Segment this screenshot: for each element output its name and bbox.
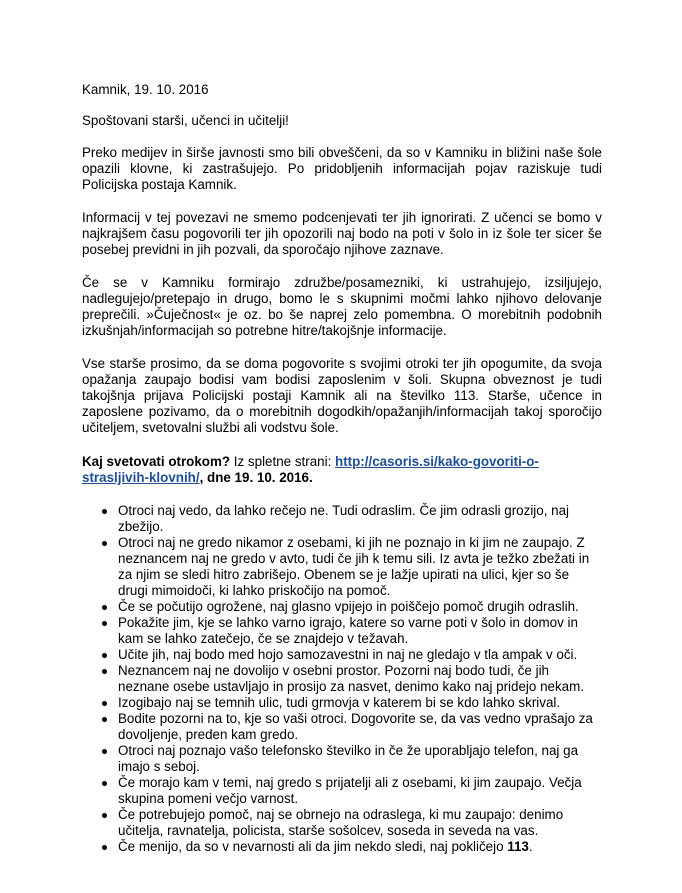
paragraph-community-vigilance: Če se v Kamniku formirajo združbe/posamezniki, ki ustrahujejo, izsiljujejo, nadlegujejo/pretepajo in drugo, bomo le s skupnimi močmi lahko njihovo delovanje preprečili. »Čuječnost« je oz. bo še naprej zelo pomembna. O morebitnih podobnih izkušnjah/informacijah so potrebne hitre/takojšnje informacije. [82, 275, 602, 338]
bullet-icon [102, 541, 107, 546]
advice-list [82, 503, 602, 855]
bullet-icon [102, 781, 107, 786]
list-item: Izogibajo naj se temnih ulic, tudi grmovja v katerem bi se kdo lahko skrival. [82, 695, 602, 711]
list-item: Če potrebujejo pomoč, naj se obrnejo na odraslega, ki mu zaupajo: denimo učitelja, ravnatelja, policista, starše sošolcev, soseda in seveda na vas. [82, 807, 602, 839]
list-item: Učite jih, naj bodo med hojo samozavestni in naj ne gledajo v tla ampak v oči. [82, 647, 602, 663]
emergency-number: 113 [507, 839, 529, 854]
list-item: Pokažite jim, kje se lahko varno igrajo, katere so varne poti v šolo in domov in kam se lahko zatečejo, če se znajdejo v težavah. [82, 615, 602, 647]
bullet-icon [102, 653, 107, 658]
list-item [82, 839, 602, 855]
paragraph-school-response: Informacij v tej povezavi ne smemo podcenjevati ter jih ignorirati. Z učenci se bomo v najkrajšem času pogovorili ter jih opozorili naj bodo na poti v šolo in iz šole ter sicer še posebej previdni in jih pozvali, da sporočajo njihove zaznave. [82, 210, 602, 257]
advice-heading-lead: Kaj svetovati otrokom? [82, 454, 231, 469]
list-item: Bodite pozorni na to, kje so vaši otroci. Dogovorite se, da vas vedno vprašajo za dovoljenje, preden kam gredo. [82, 711, 602, 743]
bullet-icon [102, 701, 107, 706]
bullet-icon [102, 717, 107, 722]
list-item: Otroci naj poznajo vašo telefonsko številko in če že uporabljajo telefon, naj ga imajo s seboj. [82, 743, 602, 775]
greeting: Spoštovani starši, učenci in učitelji! [82, 113, 289, 128]
last-bullet-end: . [528, 839, 533, 854]
list-item: Če morajo kam v temi, naj gredo s prijatelji ali z osebami, ki jim zaupajo. Večja skupina pomeni večjo varnost. [82, 775, 602, 807]
paragraph-parent-request: Vse starše prosimo, da se doma pogovorite s svojimi otroki ter jih opogumite, da svoja opažanja zaupajo bodisi vam bodisi zaposlenim v šoli. Skupna obveznost je tudi takojšnja prijava Policijski postaji Kamnik ali na številko 113. Starše, učence in zaposlene pozivamo, da o morebitnih dogodkih/opažanjih/informacijah takoj sporočijo učiteljem, svetovalni službi ali vodstvu šole. [82, 356, 602, 435]
last-bullet-text: Če menijo, da so v nevarnosti ali da jim nekdo sledi, naj pokličejo [118, 839, 508, 854]
advice-heading-date: , dne 19. 10. 2016. [199, 470, 313, 485]
advice-heading-source-label: Iz spletne strani: [230, 454, 336, 469]
bullet-icon [102, 621, 107, 626]
paragraph-media-notice: Preko medijev in širše javnosti smo bili obveščeni, da so v Kamniku in bližini naše šole opazili klovne, ki zastrašujejo. Po pridobljenih informacijah pojav raziskuje tudi Policijska postaja Kamnik. [82, 145, 602, 192]
source-link[interactable]: http://casoris.si/kako-govoriti-o-strasljivih-klovnih/ [82, 454, 539, 485]
bullet-icon [102, 749, 107, 754]
bullet-icon [102, 813, 107, 818]
list-item: Otroci naj vedo, da lahko rečejo ne. Tudi odraslim. Če jim odrasli grozijo, naj zbežijo. [82, 503, 602, 535]
list-item: Otroci naj ne gredo nikamor z osebami, ki jih ne poznajo in ki jim ne zaupajo. Z neznancem naj ne gredo v avto, tudi če jih k temu sili. Iz avta je težko zbežati in za njim se sledi hitro zabrišejo. Obenem se je lažje upirati na ulici, kjer so še drugi mimoidoči, ki lahko priskočijo na pomoč. [82, 535, 602, 599]
bullet-icon [102, 605, 107, 610]
list-item: Neznancem naj ne dovolijo v osebni prostor. Pozorni naj bodo tudi, če jih neznane osebe ustavljajo in prosijo za nasvet, denimo kako naj pridejo nekam. [82, 663, 602, 695]
date-line: Kamnik, 19. 10. 2016 [82, 82, 209, 97]
advice-heading [82, 454, 602, 486]
letter-page [82, 82, 602, 855]
bullet-icon [102, 845, 107, 850]
bullet-icon [102, 669, 107, 674]
list-item: Če se počutijo ogrožene, naj glasno vpijejo in poiščejo pomoč drugih odraslih. [82, 599, 602, 615]
bullet-icon [102, 509, 107, 514]
